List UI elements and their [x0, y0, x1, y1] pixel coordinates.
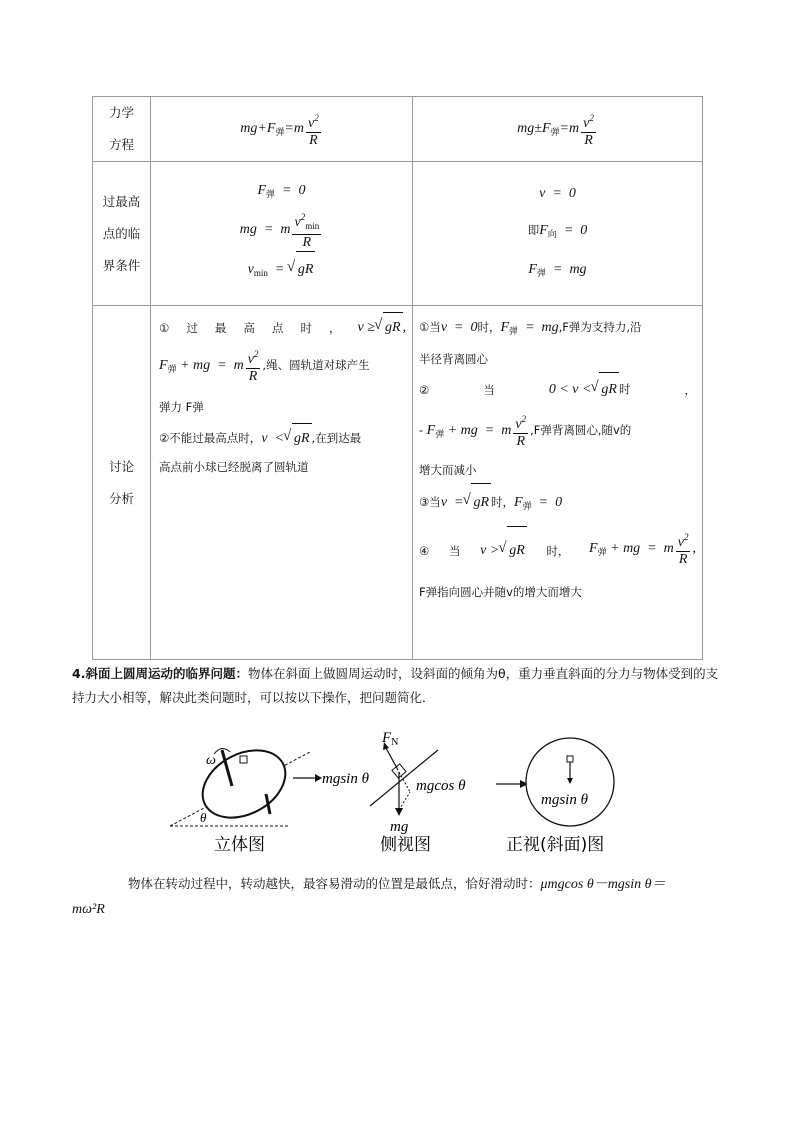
critical-right [413, 162, 703, 306]
analysis-right [413, 306, 703, 660]
dashed-line [399, 792, 410, 810]
text: 时， [546, 543, 570, 558]
analysis-line [159, 423, 406, 454]
text: ,F弹背离圆心,随v的 [530, 423, 632, 437]
text: ,在到达最 [311, 431, 362, 445]
analysis-line [419, 407, 696, 457]
header-line: 方程 [108, 137, 134, 152]
text: 时 [618, 382, 631, 396]
formula: $F_弹$ + mg = m $\frac{v^2}{R}$ , [589, 525, 696, 576]
block [240, 756, 247, 763]
formula-cell [151, 97, 413, 162]
analysis-line [419, 525, 696, 576]
row-header [93, 162, 151, 306]
formula-line: mg = m $\frac{v^2_{min}}{R}$ [151, 209, 412, 251]
inclined-circular-motion-diagram [170, 728, 630, 858]
side-view [370, 730, 466, 855]
text: 半径背离圆心 [419, 352, 488, 366]
formula: v < √ gR [261, 431, 311, 446]
text: ④ [419, 543, 430, 558]
text: 最 [214, 320, 227, 335]
formula-line: $v_{min}$ = √ gR [151, 251, 412, 291]
header-line: 界条件 [102, 257, 141, 273]
header-line: 力学 [108, 105, 134, 120]
formula-line: $F_弹$ = mg [528, 262, 587, 278]
text: ① [159, 320, 170, 335]
row-header [93, 306, 151, 660]
analysis-line [159, 343, 406, 391]
analysis-line [419, 312, 696, 346]
left-formula: $mg+F_弹=m$ $\frac{v^2}{R}$ [240, 121, 322, 136]
mg-label: mg [390, 819, 409, 835]
section4-paragraph [72, 662, 722, 710]
omega-label: ω [206, 753, 216, 768]
text: 高点前小球已经脱离了圆轨道 [159, 460, 309, 474]
fn-arrow [386, 748, 398, 770]
text: 增大而减小 [419, 463, 477, 477]
conclusion-text: 物体在转动过程中，转动越快，最容易滑动的位置是最低点，恰好滑动时： [128, 876, 541, 891]
label-front: 正视(斜面)图 [506, 835, 605, 855]
text: - [419, 423, 424, 437]
block-front [567, 756, 573, 762]
formula: 0 < v < √ gR 时 [549, 372, 631, 407]
text: ,绳、圆轨道对球产生 [262, 358, 370, 372]
text: ， [684, 382, 696, 397]
text: 点 [271, 320, 284, 335]
text: 时， [477, 320, 501, 334]
mgsin-front-label: mgsin θ [541, 792, 588, 808]
3d-view [170, 737, 310, 855]
analysis-line [419, 576, 696, 608]
table-row [93, 97, 703, 162]
text: 时， [491, 495, 515, 509]
text: ①当 [419, 320, 441, 334]
analysis-line [159, 391, 406, 423]
row-header [93, 97, 151, 162]
table-row [93, 162, 703, 306]
analysis-line [419, 372, 696, 407]
formula: $F_弹$ + mg = m $\frac{v^2}{R}$ [159, 358, 262, 373]
label-side: 侧视图 [380, 835, 431, 855]
theta-label: θ [200, 810, 207, 825]
formula: $F_弹 = 0$ [514, 495, 563, 511]
header-line: 讨论 [108, 458, 134, 474]
formula-line: $F_弹 = 0$ [257, 183, 306, 199]
fn-label [381, 730, 398, 748]
critical-left [151, 162, 413, 306]
text: ③当 [419, 495, 441, 509]
section4-title: 4.斜面上圆周运动的临界问题： [72, 666, 248, 681]
text: 弹力 F弹 [159, 400, 204, 414]
formula-cell [413, 97, 703, 162]
section4-body: 物体在斜面上做圆周运动时，设斜面的倾角为θ，重力垂直斜面的分力与物体受到的支持力大小相等，解决此类问题时，可以按以下操作，把问题简化． [72, 666, 719, 705]
text: 当 [448, 543, 461, 558]
conclusion-paragraph [72, 872, 722, 922]
disk [191, 737, 297, 831]
analysis-line [419, 346, 696, 372]
analysis-line [159, 312, 406, 343]
header-line: 过最高 [102, 193, 141, 209]
right-formula: $mg\pm F_弹=m$ $\frac{v^2}{R}$ [517, 121, 598, 136]
formula-line: 即$F_向 = 0$ [527, 223, 588, 239]
analysis-line [159, 454, 406, 480]
fn-text: F [382, 730, 392, 746]
front-view [506, 738, 614, 855]
label-3d: 立体图 [214, 835, 265, 855]
arrow-1-head [315, 774, 322, 782]
conclusion-formula-2: mω²R [72, 902, 105, 917]
analysis-line [419, 457, 696, 483]
formula: v = √ gR [441, 495, 491, 510]
header-line: 点的临 [102, 225, 141, 241]
formula: v ≥ √ gR , [358, 312, 406, 343]
analysis-line [419, 483, 696, 525]
header-line: 分析 [108, 490, 134, 506]
formula: v > √ gR [480, 526, 527, 575]
formula: $F_弹$ = mg [500, 320, 559, 336]
text: ② [419, 382, 430, 397]
text: ,F弹为支持力,沿 [558, 320, 642, 334]
text: 过 [186, 320, 198, 335]
text: 高 [243, 320, 255, 335]
table-row [93, 306, 703, 660]
conclusion-formula: μmgcos θ－mgsin θ＝ [540, 877, 666, 892]
formula: v = 0 [440, 320, 478, 335]
formula-line: v = 0 [539, 186, 576, 201]
analysis-left [151, 306, 413, 660]
mgcos-label: mgcos θ [416, 778, 466, 794]
mgsin-label: mgsin θ [322, 771, 369, 787]
text: F弹指向圆心并随v的增大而增大 [419, 585, 582, 599]
text: ②不能过最高点时， [159, 431, 262, 445]
comparison-table [92, 96, 703, 660]
formula: $F_弹$ + mg = m $\frac{v^2}{R}$ [423, 423, 530, 438]
text: ， [329, 320, 341, 335]
text: 当 [483, 382, 495, 397]
text: 时 [300, 320, 312, 335]
fn-subscript: N [391, 737, 399, 748]
